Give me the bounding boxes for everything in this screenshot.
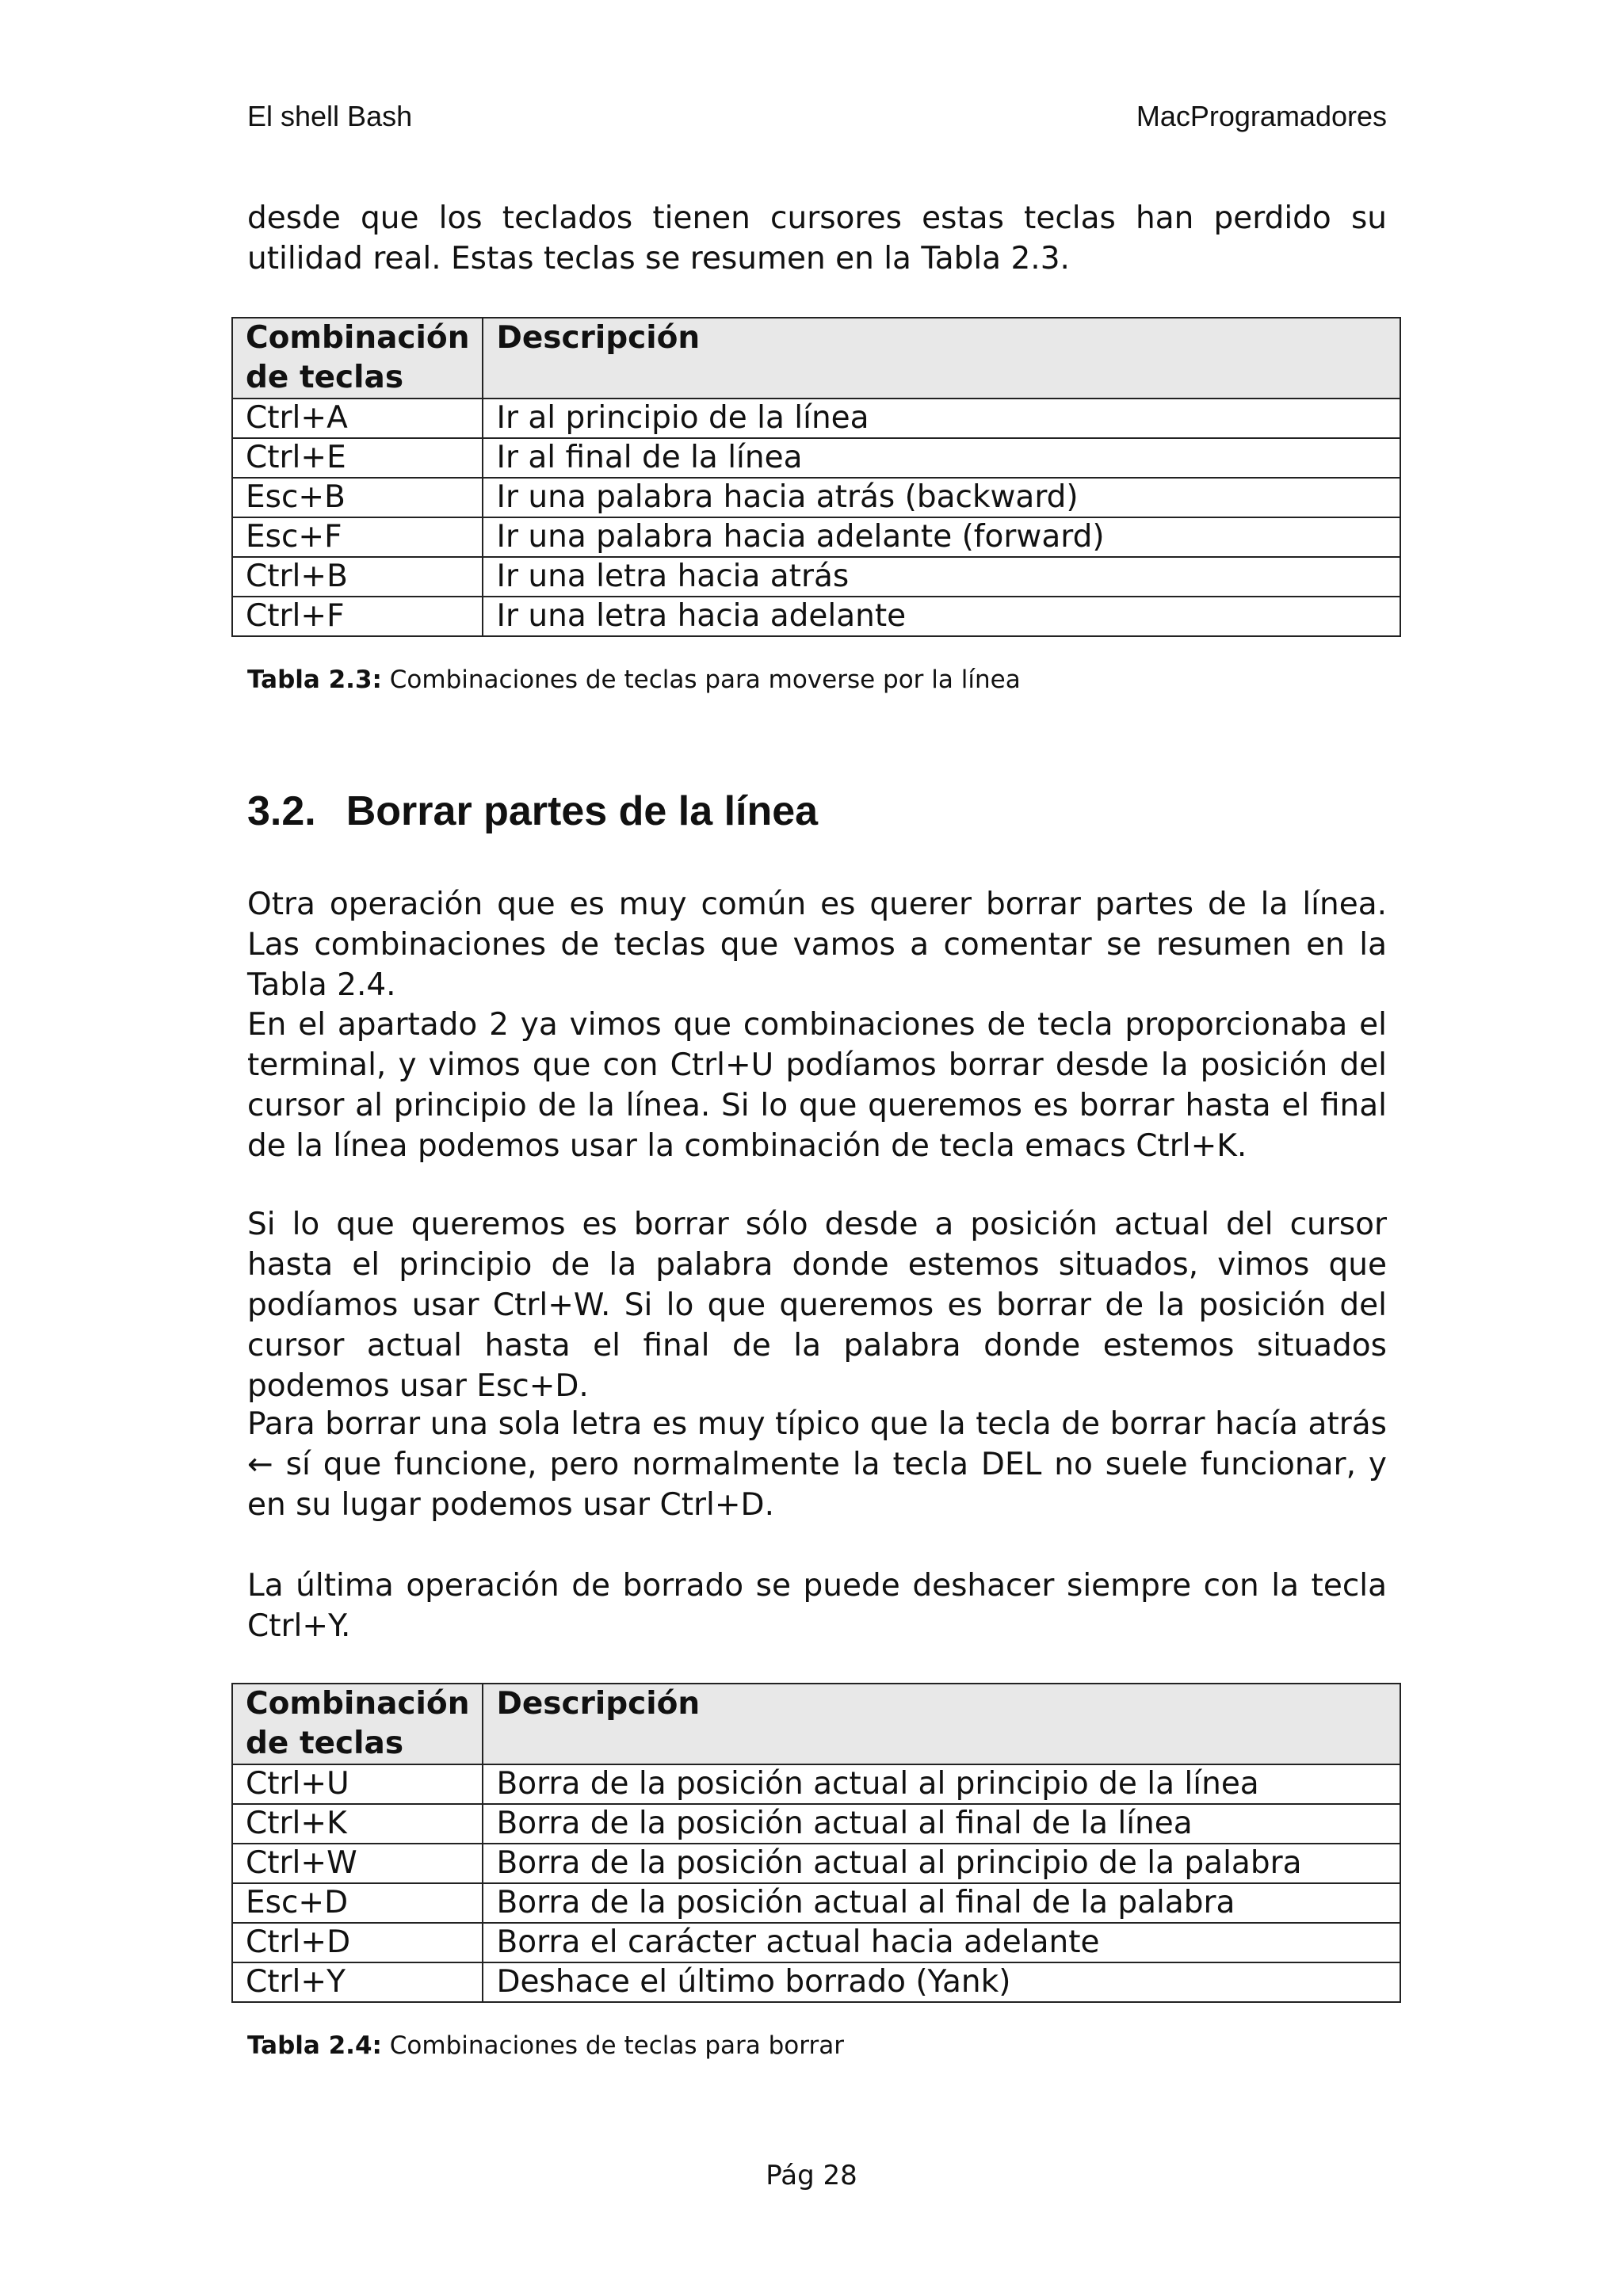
key-cell: Ctrl+W: [232, 1844, 483, 1883]
description-cell: Borra de la posición actual al final de la palabra: [483, 1883, 1400, 1923]
key-cell: Ctrl+A: [232, 399, 483, 438]
description-cell: Ir una palabra hacia adelante (forward): [483, 517, 1400, 557]
description-cell: Ir una letra hacia adelante: [483, 597, 1400, 636]
table-row: [232, 399, 1400, 438]
key-cell: Esc+B: [232, 478, 483, 517]
section-number: 3.2.: [247, 788, 316, 834]
table-header-row: [232, 1684, 1400, 1764]
page-header: [247, 100, 1387, 133]
description-cell: Borra de la posición actual al final de la línea: [483, 1804, 1400, 1844]
table-row: [232, 1764, 1400, 1804]
table-header-row: [232, 318, 1400, 399]
key-cell: Esc+D: [232, 1883, 483, 1923]
intro-paragraph: desde que los teclados tienen cursores estas teclas han perdido su utilidad real. Estas teclas se resumen en la Tabla 2.3.: [247, 200, 1387, 277]
header-right-title: MacProgramadores: [1136, 100, 1387, 132]
key-cell: Ctrl+E: [232, 438, 483, 478]
table-2-3: [231, 317, 1401, 637]
table-row: [232, 1962, 1400, 2002]
table-row: [232, 1804, 1400, 1844]
caption-label: Tabla 2.4:: [247, 2031, 382, 2060]
section-title: Borrar partes de la línea: [346, 788, 819, 834]
table-2-4-caption: [247, 2031, 844, 2060]
paragraph: En el apartado 2 ya vimos que combinaciones de tecla proporcionaba el terminal, y vimos que con Ctrl+U podíamos borrar desde la posición del cursor al principio de la línea. Si lo que queremos es borrar hasta el final de la línea podemos usar la combinación de tecla emacs Ctrl+K.: [247, 1007, 1387, 1164]
description-cell: Borra de la posición actual al principio de la palabra: [483, 1844, 1400, 1883]
table-2-4: [231, 1683, 1401, 2003]
key-cell: Ctrl+F: [232, 597, 483, 636]
table-header-keys: Combinación de teclas: [232, 1684, 483, 1764]
table-row: [232, 597, 1400, 636]
key-cell: Ctrl+D: [232, 1923, 483, 1962]
paragraph: Otra operación que es muy común es querer borrar partes de la línea. Las combinaciones de teclas que vamos a comentar se resumen en la Tabla 2.4.: [247, 887, 1387, 1003]
caption-text: Combinaciones de teclas para moverse por la línea: [389, 666, 1021, 694]
key-cell: Ctrl+K: [232, 1804, 483, 1844]
table-row: [232, 1844, 1400, 1883]
caption-text: Combinaciones de teclas para borrar: [389, 2031, 844, 2060]
description-cell: Borra de la posición actual al principio de la línea: [483, 1764, 1400, 1804]
paragraph: Si lo que queremos es borrar sólo desde a posición actual del cursor hasta el principio de la palabra donde estemos situados, vimos que podíamos usar Ctrl+W. Si lo que queremos es borrar de la posición del cursor actual hasta el final de la palabra donde estemos situados podemos usar Esc+D.: [247, 1207, 1387, 1404]
table-row: [232, 517, 1400, 557]
table-row: [232, 438, 1400, 478]
table-header-keys: Combinación de teclas: [232, 318, 483, 399]
description-cell: Ir al final de la línea: [483, 438, 1400, 478]
paragraph: La última operación de borrado se puede deshacer siempre con la tecla Ctrl+Y.: [247, 1568, 1387, 1644]
table-2-3-caption: [247, 666, 1021, 694]
description-cell: Deshace el último borrado (Yank): [483, 1962, 1400, 2002]
table-header-description: Descripción: [483, 1684, 1400, 1764]
caption-label: Tabla 2.3:: [247, 666, 382, 694]
header-left-title: El shell Bash: [247, 100, 413, 132]
key-cell: Ctrl+U: [232, 1764, 483, 1804]
section-heading: [247, 788, 818, 835]
description-cell: Ir al principio de la línea: [483, 399, 1400, 438]
table-row: [232, 478, 1400, 517]
description-cell: Ir una letra hacia atrás: [483, 557, 1400, 597]
description-cell: Ir una palabra hacia atrás (backward): [483, 478, 1400, 517]
page-number: Pág 28: [766, 2160, 857, 2191]
table-header-description: Descripción: [483, 318, 1400, 399]
table-row: [232, 557, 1400, 597]
key-cell: Esc+F: [232, 517, 483, 557]
description-cell: Borra el carácter actual hacia adelante: [483, 1923, 1400, 1962]
table-row: [232, 1883, 1400, 1923]
key-cell: Ctrl+Y: [232, 1962, 483, 2002]
key-cell: Ctrl+B: [232, 557, 483, 597]
paragraph: Para borrar una sola letra es muy típico que la tecla de borrar hacía atrás ← sí que funcione, pero normalmente la tecla DEL no suele funcionar, y en su lugar podemos usar Ctrl+D.: [247, 1406, 1387, 1523]
table-row: [232, 1923, 1400, 1962]
